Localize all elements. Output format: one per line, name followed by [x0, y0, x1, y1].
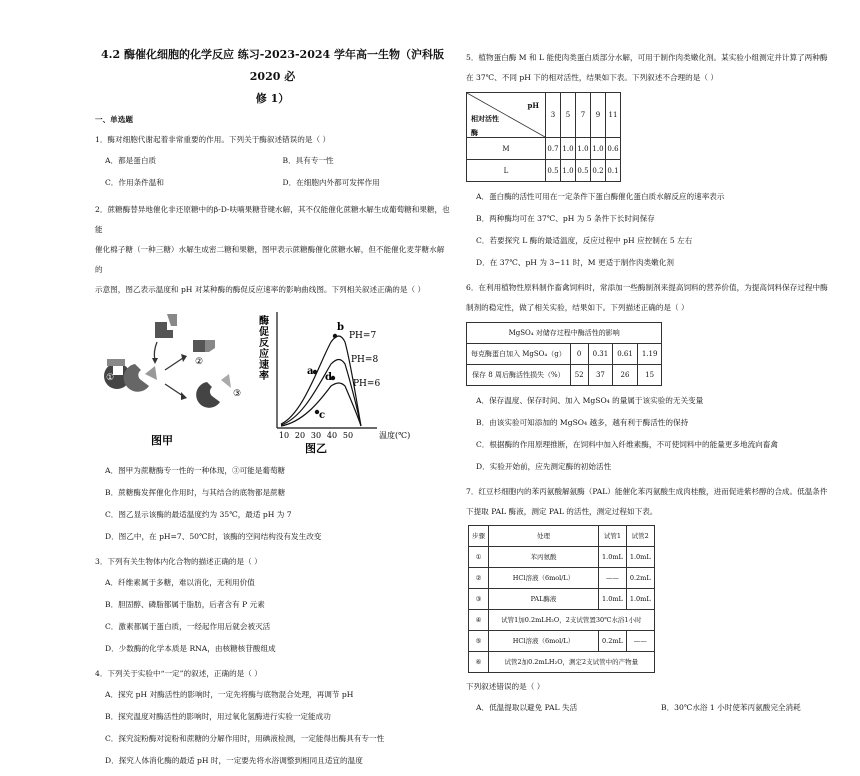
q7-header-step: 步骤: [469, 526, 489, 547]
curve-label-ph8: PH=8: [351, 355, 379, 366]
table-cell: 试管1加0.2mLH₂O，2支试管置30℃水浴1小时: [489, 610, 655, 631]
table-cell: 1.0mL: [626, 547, 654, 568]
figure-a-label-1: ①: [106, 373, 115, 384]
q5-ph-3: 3: [546, 93, 561, 138]
q3-option-d: D．少数酶的化学本质是 RNA，由核糖核苷酸组成: [105, 644, 276, 654]
table-cell: ②: [469, 568, 489, 589]
q1-option-c: C．作用条件温和: [105, 178, 164, 188]
x-tick-30: 30: [310, 431, 322, 441]
x-axis-label: 温度(℃): [379, 431, 411, 441]
q7-header-tube2: 试管2: [626, 526, 654, 547]
figure-b-caption: 图乙: [305, 442, 327, 456]
question-5: [466, 48, 836, 274]
table-cell: 37: [588, 365, 613, 386]
q5-stem-2: 在 37℃、不同 pH 下的相对活性，结果如下表。下列叙述不合理的是（ ）: [466, 73, 718, 82]
table-cell: 52: [570, 365, 588, 386]
table-cell: HCl溶液（6mol/L）: [489, 631, 599, 652]
q6-stem-1: 6．在利用植物性原料制作畜禽饲料时，常添加一些酶制剂来提高饲料的营养价值，为提高饲料保存过程中酶: [466, 283, 828, 292]
q7-header-tube1: 试管1: [599, 526, 627, 547]
table-cell: 0.2mL: [626, 568, 654, 589]
table-cell: 1.0: [591, 138, 606, 160]
table-cell: 0.5: [546, 160, 561, 182]
q3-option-b: B．胆固醇、磷脂都属于脂肪，后者含有 P 元素: [105, 600, 265, 610]
q2-stem-1: 2．蔗糖酶替异地催化非还原糖中的β-D-呋喃果糖苷键水解，其不仅能催化蔗糖水解生成葡萄糖和果糖，也能: [95, 205, 450, 235]
q5-header-enzyme: 酶: [471, 128, 478, 137]
q7-option-a: A．低温提取以避免 PAL 失活: [476, 703, 578, 712]
table-cell: 1.0mL: [599, 547, 627, 568]
question-6: [466, 278, 836, 478]
q4-option-b: B．探究温度对酶活性的影响时，用过氧化氢酶进行实验一定能成功: [105, 712, 331, 722]
question-4: [95, 664, 450, 772]
table-cell: ——: [599, 568, 627, 589]
table-cell: 0.61: [613, 344, 638, 365]
q3-option-a: A．纤维素属于多糖，难以消化，无利用价值: [105, 578, 255, 588]
x-tick-20: 20: [294, 431, 306, 441]
q2-stem-3: 示意图，图乙表示温度和 pH 对某种酶的酶促反应速率的影响曲线图。下列相关叙述正确的是（ ）: [95, 285, 426, 295]
table-cell: ⑥: [469, 652, 489, 673]
q5-ph-9: 9: [591, 93, 606, 138]
table-cell: 26: [613, 365, 638, 386]
q7-stem-2: 下提取 PAL 酶液，测定 PAL 的活性，测定过程如下表。: [466, 507, 658, 516]
q1-option-b: B．具有专一性: [282, 156, 334, 166]
table-cell: ③: [469, 589, 489, 610]
q6-option-b: B．由该实验可知添加的 MgSO₄ 越多，越有利于酶活性的保持: [476, 418, 689, 427]
table-cell: HCl溶液（6mol/L）: [489, 568, 599, 589]
question-1: [95, 130, 450, 194]
table-cell: 1.0: [561, 160, 576, 182]
q3-option-c: C．激素都属于蛋白质，一经起作用后就会被灭活: [105, 622, 271, 632]
q6-table: [466, 322, 662, 386]
table-cell: 0.1: [606, 160, 621, 182]
q4-option-c: C．探究淀粉酶对淀粉和蔗糖的分解作用时，用碘液检测，一定能得出酶具有专一性: [105, 734, 385, 744]
q5-table: [466, 92, 621, 182]
table-cell: 0.31: [588, 344, 613, 365]
q6-stem-2: 制剂的稳定性，做了相关实验，结果如下。下列描述正确的是（ ）: [466, 303, 689, 312]
q6-option-c: C．根据酶的作用原理推断，在饲料中加入纤维素酶，不可使饲料中的能量更多地流向畜禽: [476, 440, 778, 449]
q5-header-activity: 相对活性: [471, 114, 499, 123]
q2-option-a: A．图甲为蔗糖酶专一性的一种体现，③可能是葡萄糖: [105, 466, 286, 476]
q1-option-d: D．在细胞内外都可发挥作用: [282, 178, 380, 188]
question-1-stem: 1．酶对细胞代谢起着非常重要的作用。下列关于酶叙述错误的是（ ）: [95, 135, 331, 145]
q2-option-c: C．图乙显示该酶的最适温度约为 35℃，最适 pH 为 7: [105, 510, 292, 520]
y-axis-label: 酶促反应速率: [259, 316, 269, 383]
point-b: [333, 334, 337, 338]
figure-a-caption: 图甲: [151, 434, 173, 448]
table-cell: 1.0: [561, 138, 576, 160]
q5-option-c: C．若要探究 L 酶的最适温度，反应过程中 pH 应控制在 5 左右: [476, 236, 693, 245]
q5-ph-11: 11: [606, 93, 621, 138]
figure-b-chart: [253, 304, 453, 454]
left-column: [95, 44, 450, 776]
point-d-label: d: [325, 372, 332, 384]
table-cell: 15: [637, 365, 662, 386]
q7-table: [468, 525, 655, 673]
question-2: [95, 200, 450, 548]
q5-ph-7: 7: [576, 93, 591, 138]
q5-row-m-label: M: [467, 138, 546, 160]
table-cell: 0.5: [576, 160, 591, 182]
table-cell: 0.6: [606, 138, 621, 160]
q2-stem-2: 催化棉子糖（一种三糖）水解生成密二糖和果糖，图甲表示蔗糖酶催化蔗糖水解，但不能催化麦芽糖水解的: [95, 245, 445, 275]
table-cell: 1.0mL: [626, 589, 654, 610]
q5-stem-1: 5．植物蛋白酶 M 和 L 能使肉类蛋白质部分水解，可用于制作肉类嫩化剂。某实验小组测定并计算了两种酶: [466, 53, 828, 62]
table-cell: ①: [469, 547, 489, 568]
q7-ask: 下列叙述错误的是（ ）: [466, 682, 545, 691]
point-b-label: b: [337, 322, 344, 334]
q1-option-a: A．都是蛋白质: [105, 156, 157, 166]
x-tick-10: 10: [278, 431, 290, 441]
q2-option-d: D．图乙中，在 pH=7、50℃时，该酶的空间结构没有发生改变: [105, 532, 322, 542]
table-cell: 0: [570, 344, 588, 365]
q5-header-ph: pH: [527, 101, 539, 110]
q6-row1-label: 每克酶蛋白加入 MgSO₄（g）: [467, 344, 571, 365]
table-cell: 苯丙氨酸: [489, 547, 599, 568]
q5-option-b: B．两种酶均可在 37℃、pH 为 5 条件下长时间保存: [476, 214, 655, 223]
curve-label-ph6: PH=6: [353, 379, 381, 390]
q5-ph-5: 5: [561, 93, 576, 138]
section-heading: 一、单选题: [95, 115, 133, 124]
q4-option-a: A．探究 pH 对酶活性的影响时，一定先将酶与底物混合处理，再调节 pH: [105, 690, 354, 700]
enzyme-2-shape: [124, 364, 149, 392]
q5-table-corner: [467, 93, 546, 138]
q2-figures: [95, 304, 450, 454]
right-column: [466, 44, 836, 719]
q6-option-a: A．保存温度、保存时间、加入 MgSO₄ 的量属于该实验的无关变量: [476, 396, 704, 405]
page-title: [95, 44, 450, 110]
table-cell: 1.0: [576, 138, 591, 160]
q5-option-a: A．蛋白酶的活性可用在一定条件下蛋白酶催化蛋白质水解反应的速率表示: [476, 192, 725, 201]
q7-header-process: 处理: [489, 526, 599, 547]
table-cell: ④: [469, 610, 489, 631]
curve-label-ph7: PH=7: [349, 331, 377, 342]
x-tick-50: 50: [342, 431, 354, 441]
point-a-label: a: [307, 366, 314, 378]
table-cell: 试管2加0.2mLH₂O，测定2支试管中的产物量: [489, 652, 655, 673]
title-line-1: 4.2 酶催化细胞的化学反应 练习-2023-2024 学年高一生物（沪科版 2020 必: [101, 48, 444, 83]
table-cell: 1.19: [637, 344, 662, 365]
q5-row-l-label: L: [467, 160, 546, 182]
table-cell: 1.0mL: [599, 589, 627, 610]
table-cell: ——: [626, 631, 654, 652]
substrate-shape: [155, 322, 173, 338]
q2-option-b: B．蔗糖酶发挥催化作用时，与其结合的底物都是蔗糖: [105, 488, 286, 498]
question-3-stem: 3．下列有关生物体内化合物的描述正确的是（ ）: [95, 557, 262, 567]
q7-option-b: B．30℃水浴 1 小时使苯丙氨酸完全消耗: [661, 703, 801, 712]
table-cell: ⑤: [469, 631, 489, 652]
title-line-2: 修 1）: [255, 92, 290, 105]
q6-option-d: D．实验开始前，应先测定酶的初始活性: [476, 462, 612, 471]
figure-a-label-3: ③: [233, 389, 242, 400]
table-cell: 0.2mL: [599, 631, 627, 652]
question-3: [95, 552, 450, 660]
question-7: [466, 482, 836, 719]
q6-row2-label: 保存 8 周后酶活性损失（%）: [467, 365, 571, 386]
figure-a-diagram: [95, 304, 255, 454]
q5-option-d: D．在 37℃、pH 为 3~11 时，M 更适于制作肉类嫩化剂: [476, 258, 674, 267]
point-c-label: c: [319, 410, 326, 422]
table-cell: PAL酶液: [489, 589, 599, 610]
figure-a-label-2: ②: [195, 357, 204, 368]
q6-table-title: MgSO₄ 对储存过程中酶活性的影响: [467, 323, 662, 344]
q7-stem-1: 7．红豆杉细胞内的苯丙氨酸解氨酶（PAL）能催化苯丙氨酸生成肉桂酸，进而促进紫杉醇的合成。低温条件: [466, 487, 828, 496]
table-cell: 0.2: [591, 160, 606, 182]
q4-option-d: D．探究人体消化酶的最适 pH 时，一定要先将水浴调整到相同且适宜的温度: [105, 756, 363, 766]
question-4-stem: 4．下列关于实验中“一定”的叙述，正确的是（ ）: [95, 669, 262, 679]
table-cell: 0.7: [546, 138, 561, 160]
x-tick-40: 40: [326, 431, 338, 441]
